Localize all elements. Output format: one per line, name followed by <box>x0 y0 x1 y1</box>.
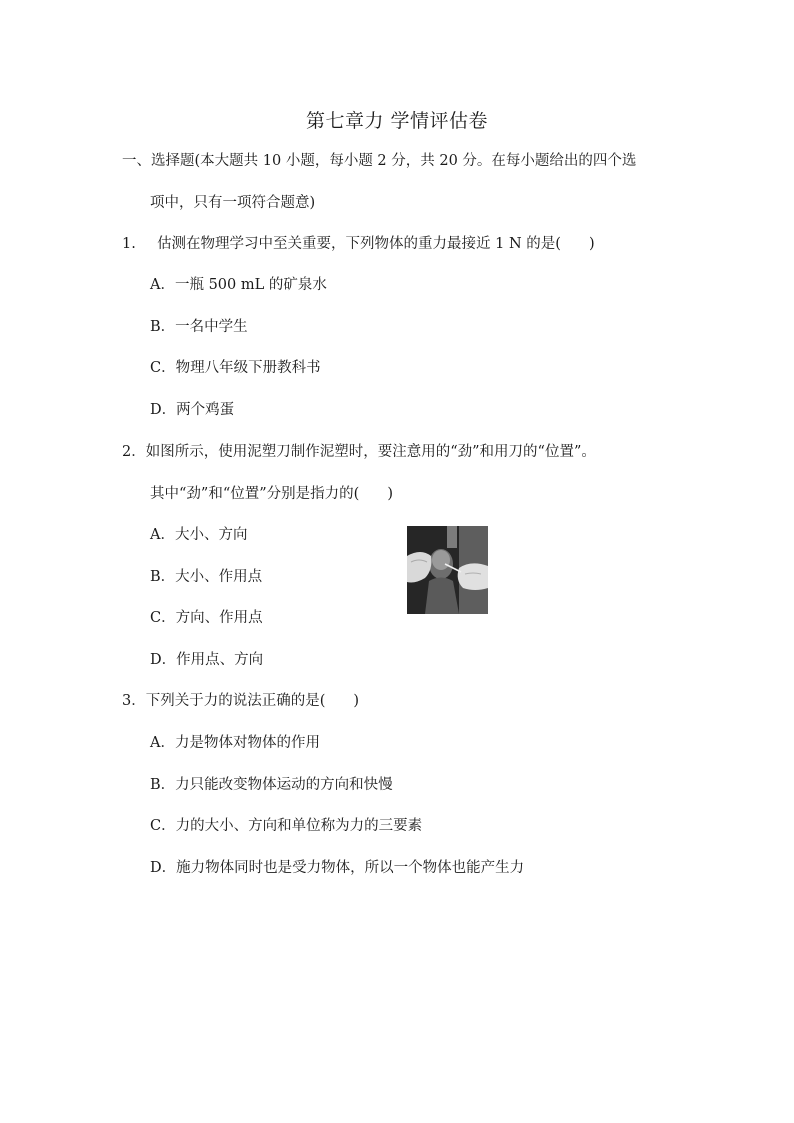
question-1-option-b: B．一名中学生 <box>150 319 248 335</box>
question-2-stem-line1: 2．如图所示，使用泥塑刀制作泥塑时，要注意用的“劲”和用刀的“位置”。 <box>122 444 596 460</box>
question-1-option-a: A．一瓶 500 mL 的矿泉水 <box>150 277 327 293</box>
question-3-close-paren: ) <box>353 693 360 709</box>
question-2-option-b: B．大小、作用点 <box>150 569 263 585</box>
question-2-option-d: D．作用点、方向 <box>150 652 264 668</box>
question-3-option-c: C．力的大小、方向和单位称为力的三要素 <box>150 818 423 834</box>
question-2-text: 其中“劲”和“位置”分别是指力的( <box>150 486 360 502</box>
section-heading-line1: 一、选择题(本大题共 10 小题，每小题 2 分，共 20 分。在每小题给出的四个选 <box>122 153 637 169</box>
section-heading-line2: 项中，只有一项符合题意) <box>150 195 316 211</box>
question-1-number: 1. <box>122 236 136 252</box>
question-2-close-paren: ) <box>387 486 393 502</box>
question-2-option-a: A．大小、方向 <box>150 527 248 543</box>
question-2-stem-line2 <box>150 484 393 504</box>
question-3-text: 3．下列关于力的说法正确的是( <box>122 693 326 709</box>
question-3-stem <box>122 691 359 711</box>
question-3-option-b: B．力只能改变物体运动的方向和快慢 <box>150 777 393 793</box>
question-3-option-d: D．施力物体同时也是受力物体，所以一个物体也能产生力 <box>150 860 525 876</box>
question-1-option-d: D．两个鸡蛋 <box>150 402 235 418</box>
question-3-option-a: A．力是物体对物体的作用 <box>150 735 320 751</box>
question-1-close-paren: ) <box>588 236 595 252</box>
page-title: 第七章力 学情评估卷 <box>305 110 489 132</box>
question-1-stem <box>122 234 595 254</box>
question-1-text: 估测在物理学习中至关重要，下列物体的重力最接近 1 N 的是( <box>157 236 561 252</box>
question-1-option-c: C．物理八年级下册教科书 <box>150 360 321 376</box>
clay-sculpting-photo <box>407 526 488 614</box>
question-2-option-c: C．方向、作用点 <box>150 610 263 626</box>
